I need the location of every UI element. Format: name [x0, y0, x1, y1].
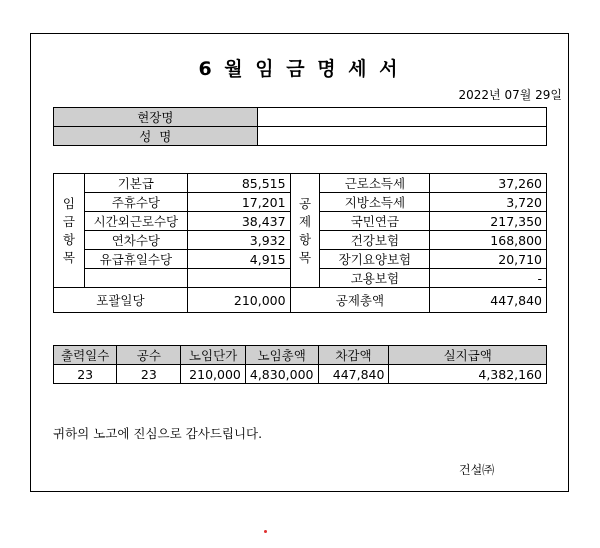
payment-total-label: 포괄일당 [54, 288, 188, 313]
payment-item-value: 38,437 [187, 212, 290, 231]
name-label: 성 명 [54, 127, 258, 146]
deduction-item-label: 국민연금 [320, 212, 430, 231]
payment-item-value: 3,932 [187, 231, 290, 250]
deduction-item-value: 20,710 [430, 250, 547, 269]
net-pay-value: 4,382,160 [389, 365, 547, 384]
deduction-item-label: 건강보험 [320, 231, 430, 250]
issue-date: 2022년 07월 29일 [458, 88, 562, 102]
site-label: 현장명 [54, 108, 258, 127]
deduction-item-value: 37,260 [430, 174, 547, 193]
red-dot-mark [264, 530, 267, 533]
deduction-item-value: 3,720 [430, 193, 547, 212]
payment-item-label: 주휴수당 [84, 193, 187, 212]
deduction-item-label: 고용보험 [320, 269, 430, 288]
deducted-value: 447,840 [318, 365, 389, 384]
payment-item-label: 연차수당 [84, 231, 187, 250]
deduction-group-label: 공 제 항 목 [290, 174, 320, 288]
company-signature: 건설㈜ [459, 463, 495, 477]
work-days-value: 23 [54, 365, 117, 384]
summary-header: 실지급액 [389, 346, 547, 365]
name-value [257, 127, 546, 146]
summary-header: 출력일수 [54, 346, 117, 365]
deduction-item-value: - [430, 269, 547, 288]
payment-item-value [187, 269, 290, 288]
summary-table [53, 345, 547, 384]
deduction-item-value: 168,800 [430, 231, 547, 250]
payment-item-value: 85,515 [187, 174, 290, 193]
payment-item-value: 17,201 [187, 193, 290, 212]
payment-item-label: 시간외근로수당 [84, 212, 187, 231]
payment-item-value: 4,915 [187, 250, 290, 269]
summary-header: 차감액 [318, 346, 389, 365]
deduction-item-label: 근로소득세 [320, 174, 430, 193]
deduction-total-label: 공제총액 [290, 288, 430, 313]
deduction-item-label: 지방소득세 [320, 193, 430, 212]
site-value [257, 108, 546, 127]
summary-header: 노임단가 [181, 346, 246, 365]
document-title: 6 월 임 금 명 세 서 [198, 58, 401, 80]
pay-statement [30, 33, 569, 492]
payment-total-value: 210,000 [187, 288, 290, 313]
deduction-item-label: 장기요양보험 [320, 250, 430, 269]
pay-table [53, 173, 547, 313]
payment-group-label: 임 금 항 목 [54, 174, 85, 288]
deduction-total-value: 447,840 [430, 288, 547, 313]
info-table [53, 107, 547, 146]
deduction-item-value: 217,350 [430, 212, 547, 231]
summary-header: 공수 [117, 346, 181, 365]
payment-item-label: 유급휴일수당 [84, 250, 187, 269]
man-days-value: 23 [117, 365, 181, 384]
total-wage-value: 4,830,000 [245, 365, 318, 384]
payment-item-label [84, 269, 187, 288]
payment-item-label: 기본급 [84, 174, 187, 193]
thanks-message: 귀하의 노고에 진심으로 감사드립니다. [53, 426, 263, 441]
summary-header: 노임총액 [245, 346, 318, 365]
unit-wage-value: 210,000 [181, 365, 246, 384]
